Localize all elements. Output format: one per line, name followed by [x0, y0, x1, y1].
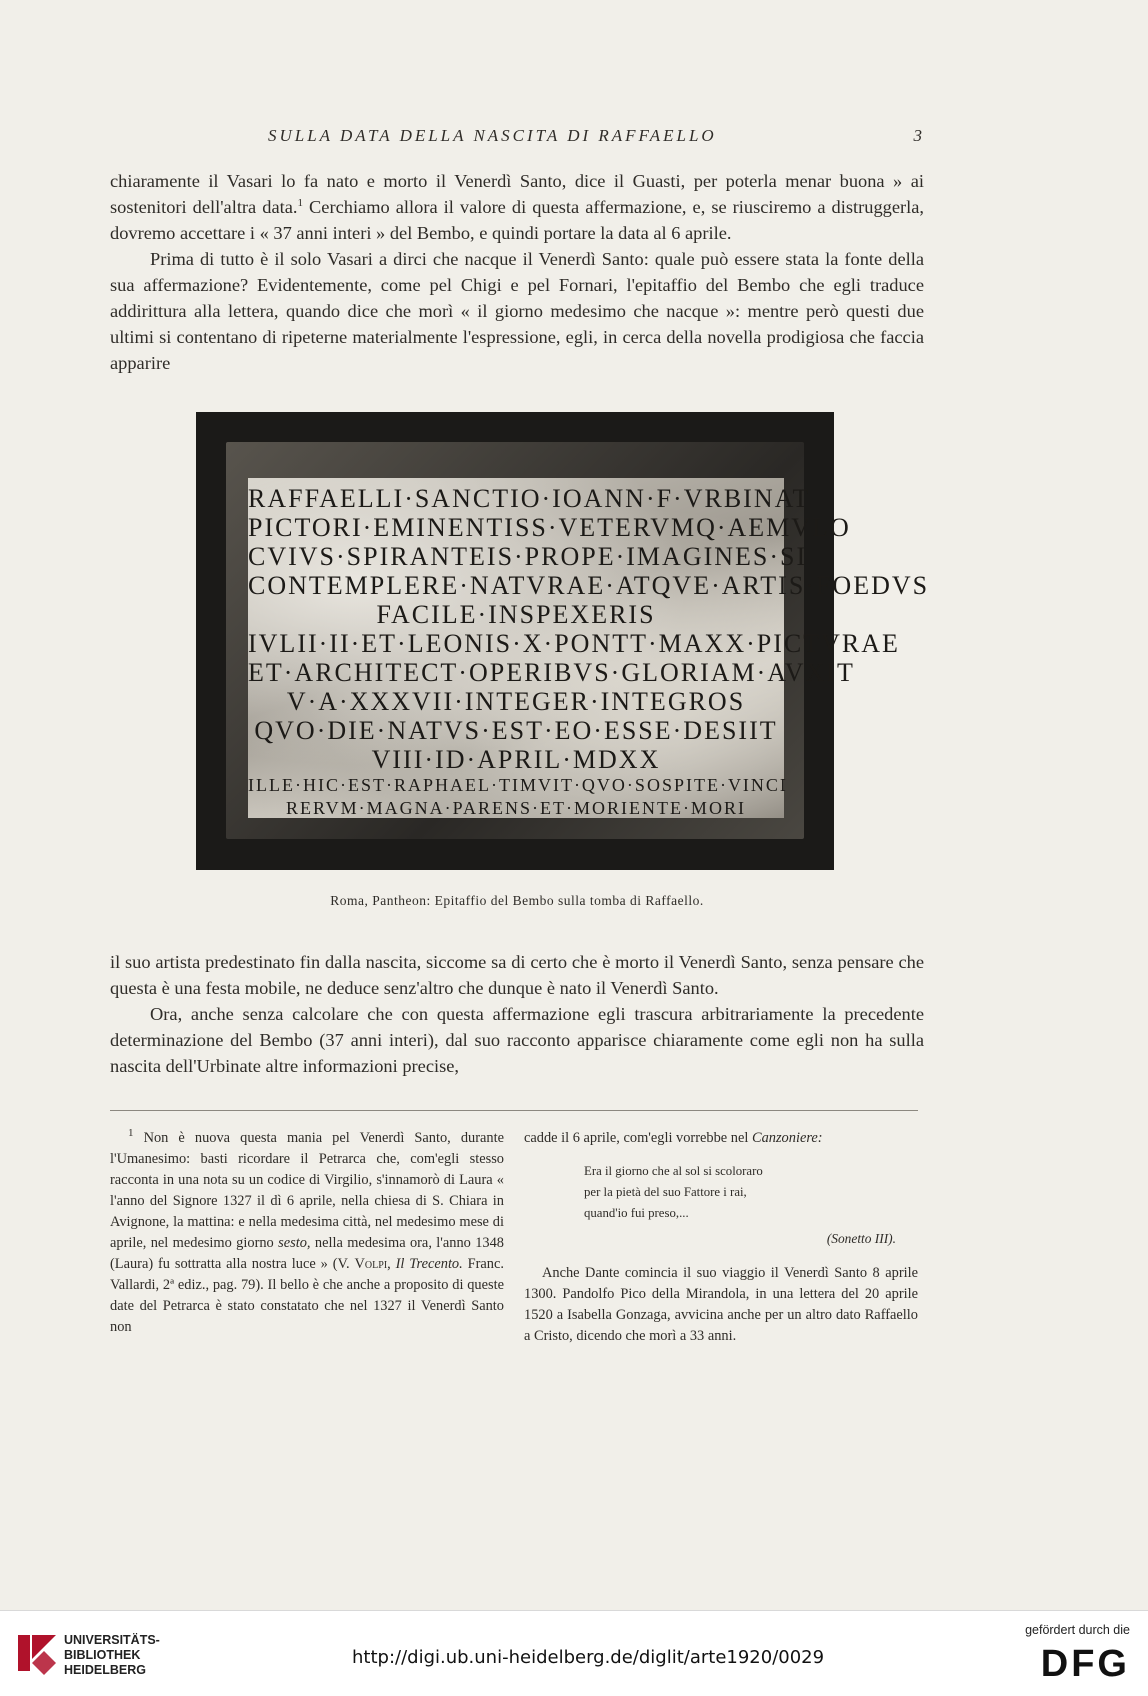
footnote-right-column	[524, 1128, 918, 1347]
library-name[interactable]: UNIVERSITÄTS- BIBLIOTHEK HEIDELBERG	[64, 1633, 160, 1677]
permalink-url[interactable]: http://digi.ub.uni-heidelberg.de/diglit/arte1920/0029	[352, 1647, 825, 1668]
footnote-text: $^1$ Non è nuova questa mania pel Venerdì Santo, durante l'Umanesimo: basti ricordare il Petrarca che, com'egli stesso racconta in una nota su un codice di Virgilio, s'innamorò di Laura « l'anno del Signore 1327 il dì 6 aprile, nella chiesa di S. Chiara in Avignone, la mattina: e nella medesima città, nel medesimo mese di aprile, nel medesimo giorno sesto, nella medesima ora, l'anno 1348 (Laura) fu sottratta alla nostra luce » (V. Volpi, Il Trecento. Franc. Vallardi, 2ª ediz., pag. 79). Il bello è che anche a proposito di queste date del Petrarca è stato constatato che nel 1327 il Venerdì Santo non	[110, 1127, 504, 1335]
footnote-text: cadde il 6 aprile, com'egli vorrebbe nel Canzoniere:	[524, 1130, 823, 1146]
dfg-logo[interactable]: DFG	[1040, 1643, 1130, 1685]
inscription-line: FACILE·INSPEXERIS	[376, 600, 656, 629]
viewer-footer	[0, 1610, 1148, 1696]
footnote-left-column	[110, 1128, 504, 1338]
epitaph-photograph	[196, 412, 930, 870]
body-text-top	[110, 168, 924, 376]
inscription-line: VIII·ID·APRIL·MDXX	[371, 745, 661, 774]
marble-slab	[248, 478, 930, 818]
verse-quote	[584, 1161, 918, 1224]
footnote-divider	[110, 1110, 918, 1111]
running-title: SULLA DATA DELLA NASCITA DI RAFFAELLO	[268, 126, 717, 145]
footnote-number: 1	[128, 1127, 134, 1140]
paragraph: Ora, anche senza calcolare che con questa affermazione egli trascura arbitrariamente la precedente determinazione del Bembo (37 anni interi), dal suo racconto apparisce chiaramente come egli non ha sulla nascita dell'Urbinate altre informazioni precise,	[110, 1004, 924, 1076]
sponsor-text: gefördert durch die	[1025, 1623, 1130, 1637]
verse-line: per la pietà del suo Fattore i rai,	[584, 1185, 747, 1199]
epitaph-frame	[226, 442, 930, 839]
inscription-line: PICTORI·EMINENTISS·VETERVMQ·AEMVLO	[248, 513, 851, 542]
footnote-text: Anche Dante comincia il suo viaggio il Venerdì Santo 8 aprile 1300. Pandolfo Pico della Mirandola, in una lettera del 20 aprile 1520 a Isabella Gonzaga, avvicina anche per un altro dato Raffaello a Cristo, dicendo che morì a 33 anni.	[524, 1265, 918, 1344]
verse-line: quand'io fui preso,...	[584, 1206, 689, 1220]
page-number: 3	[913, 126, 922, 145]
footnote-marker[interactable]: 1	[297, 196, 303, 209]
inscription-line: IVLII·II·ET·LEONIS·X·PONTT·MAXX·PICTVRAE	[248, 629, 900, 658]
inscription	[248, 484, 930, 820]
verse-reference: (Sonetto III).	[826, 1231, 896, 1246]
paragraph: Prima di tutto è il solo Vasari a dirci che nacque il Venerdì Santo: quale può essere stata la fonte della sua affermazione? Evidentemente, come pel Chigi e pel Fornari, l'epitaffio del Bembo che egli traduce addirittura alla lettera, quando dice che morì « il giorno medesimo che nacque »: mentre però questi due ultimi si contentano di ripeterne materialmente l'espressione, egli, in cerca della novella prodigiosa che faccia apparire	[110, 249, 924, 373]
figure-caption: Roma, Pantheon: Epitaffio del Bembo sulla tomba di Raffaello.	[330, 893, 704, 908]
library-logo-icon[interactable]	[16, 1631, 58, 1675]
paragraph: il suo artista predestinato fin dalla nascita, siccome sa di certo che è morto il Venerdì Santo, senza pensare che questa è una festa mobile, ne deduce senz'altro che dunque è nato il Venerdì Santo.	[110, 952, 924, 998]
inscription-line: QVO·DIE·NATVS·EST·EO·ESSE·DESIIT	[254, 716, 778, 745]
inscription-line: V·A·XXXVII·INTEGER·INTEGROS	[286, 687, 746, 716]
inscription-line: CVIVS·SPIRANTEIS·PROPE·IMAGINES·SI	[248, 542, 808, 571]
verse-line: Era il giorno che al sol si scoloraro	[584, 1164, 763, 1178]
inscription-line: RAFFAELLI·SANCTIO·IOANN·F·VRBINAT	[248, 484, 811, 513]
paragraph: chiaramente il Vasari lo fa nato e morto il Venerdì Santo, dice il Guasti, per poterla menar buona » ai sostenitori dell'altra data.$^1$ Cerchiamo allora il valore di questa affermazione, e, se riusciremo a distruggerla, dovremo accettare i « 37 anni interi » del Bembo, e quindi portare la data al 6 aprile.	[110, 171, 924, 243]
inscription-line: RERVM·MAGNA·PARENS·ET·MORIENTE·MORI	[286, 798, 746, 818]
inscription-line: ET·ARCHITECT·OPERIBVS·GLORIAM·AVXIT	[248, 658, 855, 687]
body-text-bottom	[110, 949, 924, 1079]
inscription-line: CONTEMPLERE·NATVRAE·ATQVE·ARTIS·FOEDVS	[248, 571, 930, 600]
inscription-line: ILLE·HIC·EST·RAPHAEL·TIMVIT·QVO·SOSPITE·VINCI	[248, 775, 788, 795]
